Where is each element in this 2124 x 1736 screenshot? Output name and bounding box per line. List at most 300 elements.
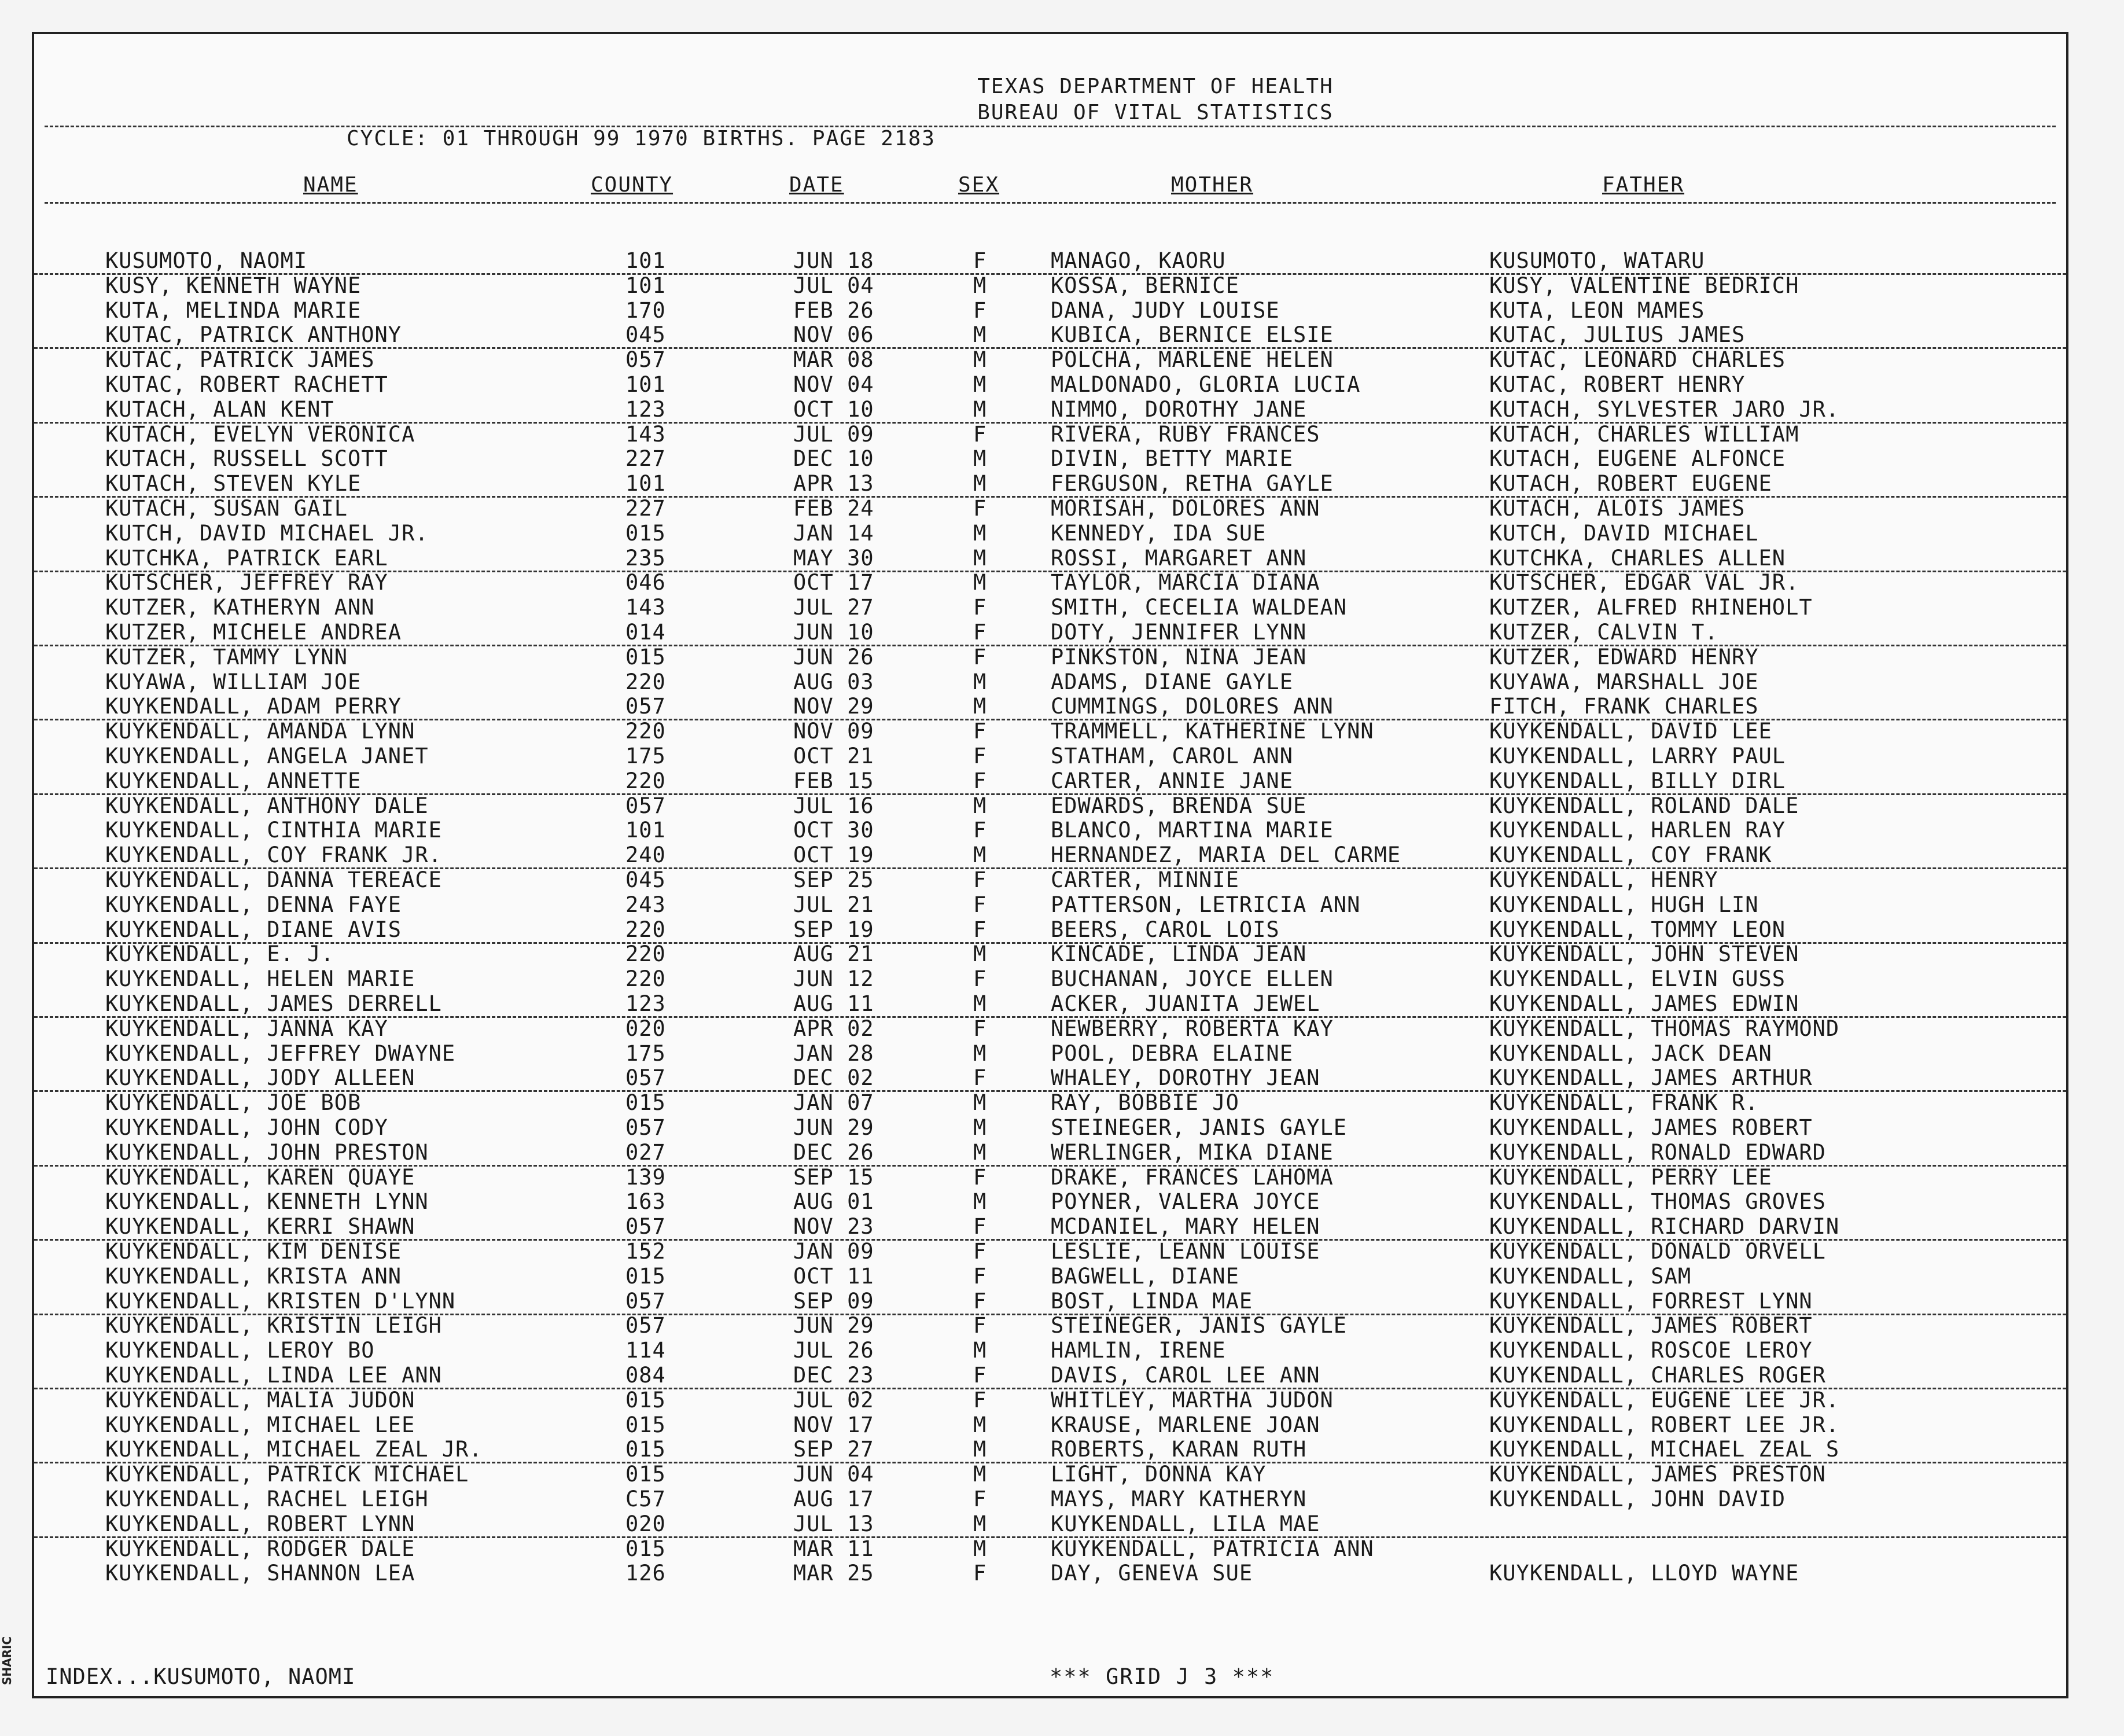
table-row [34,1313,2066,1338]
cell-father: KUTACH, ALOIS JAMES [1489,496,1746,521]
cell-county: 057 [625,1214,666,1240]
header-bureau: BUREAU OF VITAL STATISTICS [977,101,1334,124]
cell-county: C57 [625,1487,666,1511]
cell-sex: M [973,1536,987,1561]
cell-county: 220 [625,669,666,694]
cell-date: SEP 25 [793,867,874,892]
table-row [34,1264,2066,1289]
cell-father: KUYKENDALL, DONALD ORVELL [1489,1239,1826,1264]
cell-sex: M [973,570,987,595]
cell-sex: M [973,1511,987,1536]
table-row [34,793,2066,818]
cell-name: KUYKENDALL, LEROY BO [105,1338,375,1363]
cell-date: SEP 27 [793,1437,874,1462]
table-row [34,298,2066,323]
table-row [34,1090,2066,1115]
cell-father: KUTAC, LEONARD CHARLES [1489,347,1786,373]
cell-mother: HERNANDEZ, MARIA DEL CARME [1051,843,1401,868]
cell-county: 015 [625,520,666,546]
cell-father: KUYKENDALL, ROSCOE LEROY [1489,1338,1813,1363]
table-row [34,1363,2066,1389]
cell-date: NOV 29 [793,694,874,719]
cell-name: KUYKENDALL, MICHAEL LEE [105,1412,415,1437]
cell-name: KUYKENDALL, DENNA FAYE [105,892,402,917]
cell-date: JUN 10 [793,620,874,645]
cell-date: JUL 04 [793,273,874,298]
table-row [34,1487,2066,1511]
cell-name: KUTCHKA, PATRICK EARL [105,545,388,571]
cell-mother: KUYKENDALL, PATRICIA ANN [1051,1536,1374,1561]
cell-county: 240 [625,843,666,868]
cell-mother: KENNEDY, IDA SUE [1051,520,1267,546]
cell-sex: F [973,1239,987,1264]
cell-date: APR 13 [793,471,874,496]
table-row [34,1388,2066,1413]
cell-county: 045 [625,867,666,892]
cell-sex: F [973,421,987,447]
cell-mother: DOTY, JENNIFER LYNN [1051,620,1307,645]
cell-name: KUYAWA, WILLIAM JOE [105,669,362,694]
table-row [34,1140,2066,1167]
cell-date: NOV 04 [793,372,874,397]
cell-mother: DAY, GENEVA SUE [1051,1561,1253,1586]
cell-county: 143 [625,421,666,447]
side-mark: SHARIC [0,1636,14,1686]
cell-sex: F [973,1313,987,1338]
cell-county: 101 [625,372,666,397]
cell-name: KUYKENDALL, PATRICK MICHAEL [105,1462,469,1487]
cell-date: AUG 11 [793,991,874,1016]
cell-sex: F [973,1561,987,1586]
cell-name: KUYKENDALL, DANNA TEREACE [105,867,442,892]
cell-date: MAR 08 [793,347,874,373]
cell-sex: M [973,1437,987,1462]
cell-county: 114 [625,1338,666,1363]
cell-date: NOV 17 [793,1412,874,1437]
table-row [34,1165,2066,1190]
column-header-mother: MOTHER [1171,173,1254,197]
cell-father: KUTA, LEON MAMES [1489,297,1705,323]
cell-name: KUTA, MELINDA MARIE [105,297,362,323]
table-row [34,322,2066,349]
cell-name: KUTACH, ALAN KENT [105,396,334,422]
cell-date: JUL 16 [793,793,874,818]
cell-sex: M [973,793,987,818]
cell-sex: M [973,446,987,472]
cell-mother: KOSSA, BERNICE [1051,273,1239,298]
table-row [34,941,2066,966]
cell-mother: RIVERA, RUBY FRANCES [1051,421,1320,447]
table-row [34,521,2066,546]
cell-date: OCT 17 [793,570,874,595]
table-row [34,991,2066,1018]
cell-county: 046 [625,570,666,595]
cell-mother: EDWARDS, BRENDA SUE [1051,793,1307,818]
cell-county: 143 [625,595,666,620]
cell-name: KUSY, KENNETH WAYNE [105,273,362,298]
cell-date: FEB 26 [793,297,874,323]
cell-mother: SMITH, CECELIA WALDEAN [1051,595,1348,620]
cell-county: 057 [625,793,666,818]
cell-sex: F [973,297,987,323]
cell-name: KUYKENDALL, KERRI SHAWN [105,1214,415,1240]
cell-name: KUYKENDALL, KENNETH LYNN [105,1189,429,1215]
cell-date: JUL 21 [793,892,874,917]
table-row [34,966,2066,991]
table-row [34,372,2066,397]
cell-county: 015 [625,644,666,670]
cell-father: KUTACH, ROBERT EUGENE [1489,471,1772,496]
cell-father: KUYKENDALL, SAM [1489,1263,1692,1289]
rule-under-headers [45,202,2056,204]
cell-sex: M [973,1462,987,1487]
cell-mother: NEWBERRY, ROBERTA KAY [1051,1016,1334,1041]
cell-mother: BUCHANAN, JOYCE ELLEN [1051,966,1334,992]
cell-county: 015 [625,1536,666,1561]
cell-name: KUTAC, PATRICK ANTHONY [105,322,402,348]
cell-county: 101 [625,818,666,843]
cell-father: KUYKENDALL, ROLAND DALE [1489,793,1799,818]
cell-name: KUYKENDALL, ROBERT LYNN [105,1511,415,1536]
cell-father: KUYKENDALL, MICHAEL ZEAL S [1489,1437,1840,1462]
table-row [34,892,2066,917]
cell-sex: F [973,867,987,892]
cell-name: KUYKENDALL, JEFFREY DWAYNE [105,1040,456,1066]
cell-sex: F [973,644,987,670]
cell-county: 101 [625,248,666,273]
cell-father: KUYKENDALL, TOMMY LEON [1489,917,1786,942]
cell-mother: TAYLOR, MARCIA DIANA [1051,570,1320,595]
table-row [34,1511,2066,1538]
cell-mother: NIMMO, DOROTHY JANE [1051,396,1307,422]
cell-father: KUTCH, DAVID MICHAEL [1489,520,1759,546]
table-row [34,1289,2066,1315]
cell-date: JAN 07 [793,1090,874,1116]
cell-father: KUYKENDALL, CHARLES ROGER [1489,1363,1826,1388]
cell-mother: RAY, BOBBIE JO [1051,1090,1239,1116]
cell-county: 084 [625,1363,666,1388]
cell-sex: F [973,966,987,992]
cell-mother: BEERS, CAROL LOIS [1051,917,1280,942]
cell-name: KUTZER, TAMMY LYNN [105,644,348,670]
cell-sex: F [973,620,987,645]
table-row [34,1462,2066,1487]
cell-name: KUTZER, MICHELE ANDREA [105,620,402,645]
cell-father: KUTZER, CALVIN T. [1489,620,1718,645]
cell-name: KUYKENDALL, JODY ALLEEN [105,1065,415,1091]
cell-county: 170 [625,297,666,323]
table-row [34,1065,2066,1092]
cell-name: KUYKENDALL, RACHEL LEIGH [105,1487,429,1511]
cell-sex: F [973,1263,987,1289]
cell-date: DEC 10 [793,446,874,472]
table-row [34,1561,2066,1586]
column-header-county: COUNTY [591,173,673,197]
cell-county: 101 [625,273,666,298]
table-row [34,768,2066,795]
cell-father: KUYKENDALL, THOMAS RAYMOND [1489,1016,1840,1041]
cell-county: 101 [625,471,666,496]
cell-name: KUYKENDALL, MICHAEL ZEAL JR. [105,1437,483,1462]
cell-mother: PATTERSON, LETRICIA ANN [1051,892,1361,917]
cell-mother: BAGWELL, DIANE [1051,1263,1239,1289]
cell-date: OCT 30 [793,818,874,843]
cell-county: 057 [625,1065,666,1091]
table-row [34,446,2066,471]
cell-date: FEB 15 [793,768,874,793]
cell-date: AUG 21 [793,941,874,967]
cell-sex: M [973,545,987,571]
table-row [34,620,2066,646]
cell-name: KUTACH, EVELYN VERONICA [105,421,415,447]
table-row [34,645,2066,670]
cell-date: NOV 09 [793,719,874,744]
cell-county: 020 [625,1016,666,1041]
cell-mother: POYNER, VALERA JOYCE [1051,1189,1320,1215]
cell-mother: DAVIS, CAROL LEE ANN [1051,1363,1320,1388]
cell-date: JUN 18 [793,248,874,273]
cell-name: KUYKENDALL, MALIA JUDON [105,1387,415,1413]
cell-date: JUN 29 [793,1115,874,1140]
cell-sex: F [973,744,987,768]
cell-sex: M [973,1040,987,1066]
table-row [34,595,2066,620]
cell-name: KUTACH, RUSSELL SCOTT [105,446,388,472]
column-header-name: NAME [303,173,358,197]
cell-name: KUYKENDALL, KIM DENISE [105,1239,402,1264]
cell-date: JUN 04 [793,1462,874,1487]
cell-name: KUSUMOTO, NAOMI [105,248,308,273]
footer-grid: *** GRID J 3 *** [1050,1664,1275,1689]
cell-father: KUYKENDALL, RONALD EDWARD [1489,1139,1826,1165]
cell-mother: MORISAH, DOLORES ANN [1051,496,1320,521]
cell-county: 020 [625,1511,666,1536]
cell-county: 015 [625,1263,666,1289]
cell-sex: F [973,1363,987,1388]
cell-county: 014 [625,620,666,645]
cell-mother: MAYS, MARY KATHERYN [1051,1487,1307,1511]
cell-date: OCT 19 [793,843,874,868]
cell-name: KUTZER, KATHERYN ANN [105,595,375,620]
cell-sex: M [973,396,987,422]
cell-date: JUN 12 [793,966,874,992]
cell-date: MAR 25 [793,1561,874,1586]
cell-county: 126 [625,1561,666,1586]
cell-sex: M [973,471,987,496]
cell-father: KUYKENDALL, JAMES ROBERT [1489,1313,1813,1338]
cell-mother: KUBICA, BERNICE ELSIE [1051,322,1334,348]
cell-sex: M [973,1115,987,1140]
cell-mother: KUYKENDALL, LILA MAE [1051,1511,1320,1536]
cell-father: KUYKENDALL, COY FRANK [1489,843,1772,868]
cell-mother: POOL, DEBRA ELAINE [1051,1040,1293,1066]
cell-father: KUYKENDALL, RICHARD DARVIN [1489,1214,1840,1240]
table-row [34,1041,2066,1066]
cell-county: 057 [625,694,666,719]
cell-name: KUYKENDALL, ADAM PERRY [105,694,402,719]
cell-name: KUYKENDALL, ANTHONY DALE [105,793,429,818]
cell-mother: CUMMINGS, DOLORES ANN [1051,694,1334,719]
cell-county: 220 [625,719,666,744]
cell-father: KUTACH, CHARLES WILLIAM [1489,421,1799,447]
cell-father: KUTSCHER, EDGAR VAL JR. [1489,570,1799,595]
cell-father: KUYKENDALL, FRANK R. [1489,1090,1759,1116]
cell-county: 235 [625,545,666,571]
cell-father: KUYAWA, MARSHALL JOE [1489,669,1759,694]
cell-sex: F [973,719,987,744]
cell-name: KUYKENDALL, COY FRANK JR. [105,843,442,868]
cell-sex: M [973,1412,987,1437]
cell-county: 139 [625,1164,666,1190]
column-header-date: DATE [789,173,844,197]
cell-mother: ROSSI, MARGARET ANN [1051,545,1307,571]
table-row [34,1214,2066,1241]
cell-mother: STEINEGER, JANIS GAYLE [1051,1313,1348,1338]
cell-county: 163 [625,1189,666,1215]
table-row [34,1413,2066,1437]
cell-mother: MCDANIEL, MARY HELEN [1051,1214,1320,1240]
cell-mother: BLANCO, MARTINA MARIE [1051,818,1334,843]
cell-mother: BOST, LINDA MAE [1051,1288,1253,1314]
cell-mother: STEINEGER, JANIS GAYLE [1051,1115,1348,1140]
cell-name: KUYKENDALL, AMANDA LYNN [105,719,415,744]
cell-date: AUG 17 [793,1487,874,1511]
cell-father: KUSY, VALENTINE BEDRICH [1489,273,1799,298]
cell-name: KUYKENDALL, DIANE AVIS [105,917,402,942]
table-row [34,422,2066,447]
cell-mother: STATHAM, CAROL ANN [1051,744,1293,768]
cell-name: KUYKENDALL, JOHN CODY [105,1115,388,1140]
cell-date: OCT 10 [793,396,874,422]
cell-name: KUYKENDALL, KRISTEN D'LYNN [105,1288,456,1314]
table-row [34,917,2066,944]
cell-name: KUYKENDALL, SHANNON LEA [105,1561,415,1586]
cell-mother: ROBERTS, KARAN RUTH [1051,1437,1307,1462]
cell-father: KUTZER, EDWARD HENRY [1489,644,1759,670]
table-row [34,1536,2066,1561]
cell-sex: F [973,917,987,942]
cell-name: KUYKENDALL, KAREN QUAYE [105,1164,415,1190]
table-row [34,546,2066,572]
cell-date: AUG 01 [793,1189,874,1215]
cell-mother: WHALEY, DOROTHY JEAN [1051,1065,1320,1091]
cell-name: KUYKENDALL, JANNA KAY [105,1016,388,1041]
cell-father: KUYKENDALL, LARRY PAUL [1489,744,1786,768]
cell-sex: M [973,1090,987,1116]
cell-mother: POLCHA, MARLENE HELEN [1051,347,1334,373]
cell-sex: M [973,991,987,1016]
cell-county: 123 [625,396,666,422]
cell-mother: KINCADE, LINDA JEAN [1051,941,1307,967]
cell-date: JUL 27 [793,595,874,620]
cell-father: KUTAC, ROBERT HENRY [1489,372,1746,397]
cell-father: KUSUMOTO, WATARU [1489,248,1705,273]
cell-name: KUYKENDALL, JAMES DERRELL [105,991,442,1016]
cell-name: KUTACH, SUSAN GAIL [105,496,348,521]
cell-father: KUTZER, ALFRED RHINEHOLT [1489,595,1813,620]
cell-date: DEC 23 [793,1363,874,1388]
cell-sex: M [973,1139,987,1165]
cell-sex: F [973,818,987,843]
cell-date: APR 02 [793,1016,874,1041]
cell-sex: M [973,520,987,546]
cell-father: FITCH, FRANK CHARLES [1489,694,1759,719]
cell-name: KUYKENDALL, ANGELA JANET [105,744,429,768]
cell-mother: WHITLEY, MARTHA JUDON [1051,1387,1334,1413]
cell-date: DEC 02 [793,1065,874,1091]
cell-sex: F [973,1016,987,1041]
cell-name: KUYKENDALL, JOE BOB [105,1090,362,1116]
cell-sex: M [973,1189,987,1215]
table-row [34,1239,2066,1264]
cell-county: 220 [625,941,666,967]
table-row [34,818,2066,843]
cell-father: KUYKENDALL, JOHN STEVEN [1489,941,1799,967]
cell-county: 015 [625,1462,666,1487]
cell-date: SEP 15 [793,1164,874,1190]
cell-mother: ADAMS, DIANE GAYLE [1051,669,1293,694]
cell-name: KUYKENDALL, E. J. [105,941,334,967]
cell-sex: M [973,347,987,373]
cell-father: KUYKENDALL, ROBERT LEE JR. [1489,1412,1840,1437]
table-row [34,1115,2066,1140]
cell-date: JUL 02 [793,1387,874,1413]
cell-father: KUYKENDALL, BILLY DIRL [1489,768,1786,793]
footer-index: INDEX...KUSUMOTO, NAOMI [46,1664,356,1689]
cell-county: 175 [625,1040,666,1066]
cell-father: KUYKENDALL, HUGH LIN [1489,892,1759,917]
cell-date: JUN 26 [793,644,874,670]
cell-sex: M [973,694,987,719]
cell-name: KUYKENDALL, CINTHIA MARIE [105,818,442,843]
table-row [34,1016,2066,1041]
cell-mother: LIGHT, DONNA KAY [1051,1462,1267,1487]
cell-sex: F [973,1288,987,1314]
cell-sex: M [973,372,987,397]
cell-father: KUYKENDALL, ELVIN GUSS [1489,966,1786,992]
cell-sex: F [973,1214,987,1240]
table-row [34,273,2066,298]
cell-sex: M [973,843,987,868]
cell-date: JAN 14 [793,520,874,546]
cell-date: AUG 03 [793,669,874,694]
table-row [34,1338,2066,1363]
cell-county: 220 [625,768,666,793]
table-row [34,843,2066,869]
cell-county: 243 [625,892,666,917]
cell-name: KUTSCHER, JEFFREY RAY [105,570,388,595]
cell-mother: KRAUSE, MARLENE JOAN [1051,1412,1320,1437]
cell-name: KUYKENDALL, KRISTA ANN [105,1263,402,1289]
column-header-father: FATHER [1602,173,1685,197]
cell-mother: CARTER, ANNIE JANE [1051,768,1293,793]
cell-father: KUYKENDALL, JOHN DAVID [1489,1487,1786,1511]
cell-mother: ACKER, JUANITA JEWEL [1051,991,1320,1016]
cell-date: FEB 24 [793,496,874,521]
table-row [34,570,2066,595]
cell-sex: F [973,248,987,273]
cell-date: DEC 26 [793,1139,874,1165]
cell-mother: TRAMMELL, KATHERINE LYNN [1051,719,1374,744]
cell-mother: HAMLIN, IRENE [1051,1338,1226,1363]
table-row [34,694,2066,720]
cell-sex: M [973,941,987,967]
cell-father: KUYKENDALL, HARLEN RAY [1489,818,1786,843]
cell-sex: F [973,892,987,917]
cell-father: KUYKENDALL, EUGENE LEE JR. [1489,1387,1840,1413]
header-cycle: CYCLE: 01 THROUGH 99 1970 BIRTHS. PAGE 2183 [347,127,936,150]
cell-father: KUYKENDALL, JAMES ROBERT [1489,1115,1813,1140]
